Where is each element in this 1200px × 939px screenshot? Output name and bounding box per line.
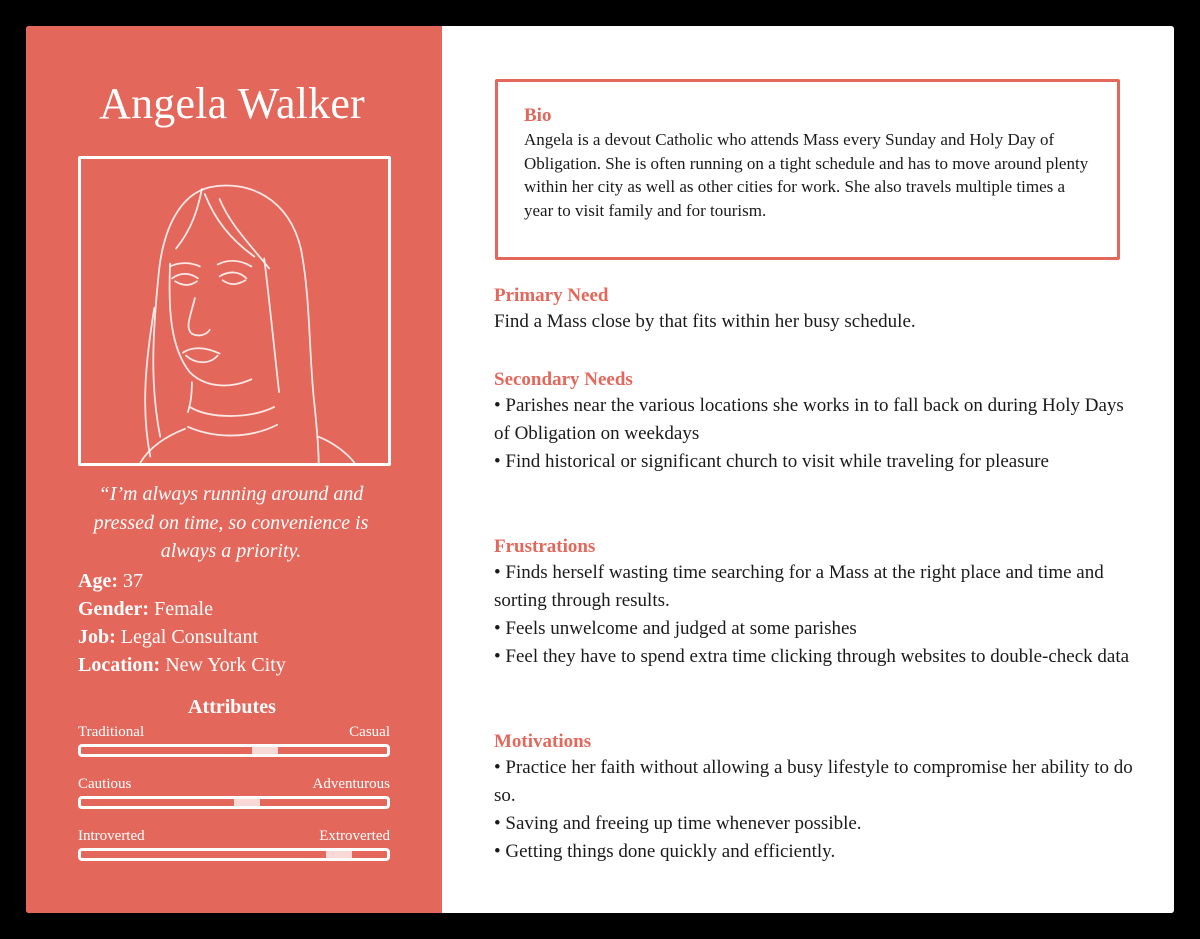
- slider-right-label: Extroverted: [319, 828, 390, 844]
- bio-box: [495, 79, 1120, 260]
- persona-quote: “I’m always running around and pressed on time, so convenience is always a priority.: [93, 483, 369, 562]
- list-item: • Feel they have to spend extra time clicking through websites to double-check data: [494, 646, 1130, 667]
- attributes-heading: Attributes: [188, 696, 276, 718]
- slider-track: [78, 848, 390, 861]
- fact-label: Location:: [78, 654, 161, 676]
- slider-marker: [252, 747, 278, 754]
- list-item: • Find historical or significant church to visit while traveling for pleasure: [494, 451, 1049, 472]
- motivations-heading: Motivations: [494, 731, 592, 752]
- persona-name: Angela Walker: [99, 79, 365, 128]
- fact-label: Gender:: [78, 598, 150, 620]
- fact-label: Age:: [78, 570, 118, 592]
- slider-track: [78, 796, 390, 809]
- list-item: • Practice her faith without allowing a busy lifestyle to compromise her ability to do so.: [494, 757, 1133, 806]
- attribute-slider-traditional-casual: [78, 723, 390, 757]
- fact-value: Female: [154, 598, 213, 620]
- frustrations-list: [494, 559, 1134, 671]
- slider-right-label: Adventurous: [312, 776, 390, 792]
- secondary-needs-heading: Secondary Needs: [494, 369, 633, 390]
- list-item: • Feels unwelcome and judged at some parishes: [494, 618, 857, 639]
- primary-need-section: [494, 284, 1134, 336]
- primary-need-text: Find a Mass close by that fits within her busy schedule.: [494, 311, 916, 332]
- motivations-section: [494, 730, 1134, 866]
- fact-age: [78, 567, 286, 595]
- slider-left-label: Cautious: [78, 776, 132, 792]
- bio-text: Angela is a devout Catholic who attends Mass every Sunday and Holy Day of Obligation. She is often running on a tight schedule and has to move around plenty within her city as well as other cities for work. She also travels multiple times a year to visit family and for tourism.: [524, 130, 1089, 220]
- fact-job: [78, 623, 286, 651]
- frustrations-heading: Frustrations: [494, 536, 596, 557]
- secondary-needs-section: [494, 368, 1134, 476]
- persona-card: [26, 26, 1174, 913]
- list-item: • Getting things done quickly and efficiently.: [494, 841, 836, 862]
- slider-marker: [326, 851, 352, 858]
- persona-facts: [78, 567, 286, 679]
- frustrations-section: [494, 535, 1134, 671]
- bio-heading: Bio: [524, 105, 552, 126]
- secondary-needs-list: [494, 392, 1134, 476]
- portrait-frame: [78, 156, 391, 466]
- list-item: • Finds herself wasting time searching for a Mass at the right place and time and sorting through results.: [494, 562, 1104, 611]
- attribute-slider-cautious-adventurous: [78, 775, 390, 809]
- persona-sidebar: [26, 26, 442, 913]
- fact-value: 37: [122, 570, 143, 592]
- primary-need-heading: Primary Need: [494, 285, 609, 306]
- fact-label: Job:: [78, 626, 116, 648]
- woman-portrait-icon: [81, 159, 388, 463]
- fact-gender: [78, 595, 286, 623]
- slider-track: [78, 744, 390, 757]
- list-item: • Saving and freeing up time whenever possible.: [494, 813, 862, 834]
- slider-marker: [234, 799, 260, 806]
- fact-location: [78, 651, 286, 679]
- motivations-list: [494, 754, 1134, 866]
- list-item: • Parishes near the various locations she works in to fall back on during Holy Days of Obligation on weekdays: [494, 395, 1124, 444]
- fact-value: New York City: [165, 654, 286, 676]
- attribute-slider-introverted-extroverted: [78, 827, 390, 861]
- slider-left-label: Introverted: [78, 828, 145, 844]
- slider-right-label: Casual: [349, 724, 390, 740]
- persona-details: [442, 26, 1174, 913]
- slider-left-label: Traditional: [78, 724, 145, 740]
- fact-value: Legal Consultant: [120, 626, 258, 648]
